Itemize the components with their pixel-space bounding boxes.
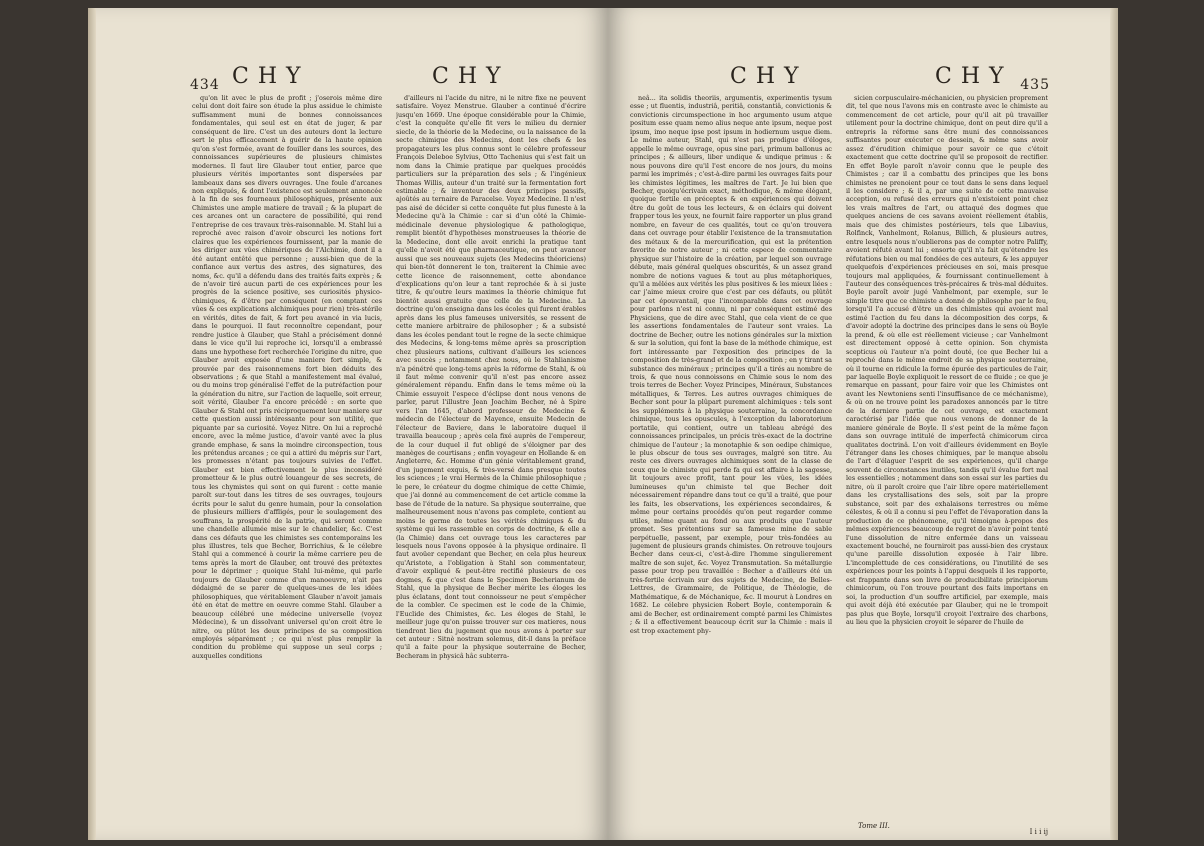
left-head-word-2: C H Y — [432, 64, 502, 89]
signature-mark: I i i ij — [1029, 828, 1048, 836]
right-page-edge — [1110, 8, 1118, 840]
left-column-2 — [396, 94, 586, 822]
left-columns — [192, 94, 586, 822]
volume-label: Tome III. — [858, 822, 890, 830]
left-column-2-text: d'ailleurs ni l'acide du nitre, ni le nitre fixe ne peuvent satisfaire. Voyez Menstrue. Glauber a continué d'écrire jusqu'en 1669. Une époque considérable pour la Chimie, c'est la conquête qu'elle fit vers le milieu du dernier siecle, de la théorie de la Medecine, ou la naissance de la secte chimique des Medecins, dont les chefs & les propagateurs les plus connus sont le célebre professeur François Deleboe Sylvius, Otto Tachenius qui s'est fait un nom dans la Chimie pratique par quelques procédés particuliers sur la préparation des sels ; & l'ingénieux Thomas Willis, auteur d'un traité sur la fermentation fort estimable ; & inventeur des deux principes passifs, ajoûtés au ternaire de Paracelse. Voyez Medecine. Il n'est pas aisé de décider si cette conquête fut plus funeste à la Medecine qu'à la Chimie : car si d'un côté la Chimie-médicinale devenue physiologique & pathologique, remplit bientôt d'hypothèses monstrueuses la théorie de la Medecine, dont elle avoit enrichi la pratique tant qu'elle n'avoit été que pharmaceutique, on peut avancer aussi que ses nouveaux sujets (les Medecins théoriciens) qui bien-tôt donnerent le ton, traiterent la Chimie avec cette licence de raisonnement, cette abondance d'explications qu'on leur a tant reprochée & à si juste titre, & qu'outre leurs maximes la théorie chimique fut bientôt aussi gratuite que celle de la Medecine. La doctrine qu'on enseigna dans les écoles qui furent érables après dans les plus fameuses universités, se ressent de cette maniere arbitraire de philosopher ; & a subsisté dans les écoles pendant tout le regne de la secte chimique des Medecins, & long-tems même après sa proscription chez plusieurs nations, cultivant d'ailleurs les sciences avec succès ; notamment chez nous, où le Stahlianisme n'a pénétré que long-tems après la réforme de Stahl, & où il faut même convenir qu'il n'est pas encore assez généralement répandu. Enfin dans le tems même où la Chimie essuyoit l'espece d'éclipse dont nous venons de parler, parut l'illustre Jean Joachim Becher, né à Spire vers l'an 1645, d'abord professeur de Medecine & médecin de l'électeur de Mayence, ensuite Medecin de l'électeur de Baviere, dans le laboratoire duquel il travailla beaucoup ; après cela fixé auprès de l'empereur, de la cour duquel il fut obligé de s'éloigner par des manèges de courtisans ; enfin voyageur en Hollande & en Angleterre, &c. Homme d'un génie véritablement grand, d'un jugement exquis, & très-versé dans presque toutes les sciences ; le vrai Hermès de la Chimie philosophique ; le pere, le créateur du dogme chimique de cette Chimie, que j'ai donné au commencement de cet article comme la base de l'étude de la nature. Sa physique souterraine, que malheureusement nous n'avons pas complete, contient au moins le germe de toutes les vérités chimiques & du système qui les rassemble en corps de doctrine, & elle a (la Chimie) dans cet ouvrage tous les caracteres par lesquels nous l'avons opposée à la physique ordinaire. Il faut avoüer cependant que Becher, en cela plus heureux qu'Aristote, a l'obligation à Stahl son commentateur, d'avoir expliqué & peut-être rectifié plusieurs de ces dogmes, & que c'est dans le Specimen Becherianum de Stahl, que la physique de Becher mérite les éloges les plus éclatans, dont tout connoisseur ne peut s'empêcher de la combler. Ce specimen est le code de la Chimie, l'Euclide des Chimistes, &c. Les éloges de Stahl, le meilleur juge qu'on puisse trouver sur ces matieres, nous tiendront lieu du jugement que nous avons à porter sur cet auteur : Sitnè nostram solemus, dit-il dans la préface qu'il a faite pour la physique souterraine de Becher, Becheram in physicâ hâc subterra- — [396, 94, 586, 660]
right-page-number: 435 — [1020, 77, 1050, 93]
right-column-2-text: sicien corpusculaire-méchanicien, ou physicien proprement dit, tel que nous l'avons mis en contraste avec le chimiste au commencement de cet article, pour qu'il ait pû travailler utilement pour la doctrine chimique, dont on peut dire qu'il a entrepris la réforme sans être muni des connoissances suffisantes pour exécuter ce dessein, & même sans avoir assez d'érudition chimique pour savoir ce que c'étoit exactement que cette doctrine qu'il se proposoit de rectifier. En effet Boyle paroît n'avoir connu que le peuple des Chimistes ; car il a combattu des principes que les bons chimistes ne prenoient pour ce tout dans le sens dans lequel il les considere ; & il a, par une suite de cette mauvaise acception, ou refusé des erreurs qui n'existoient point chez les vrais maîtres de l'art, ou attaqué des dogmes que quelques anciens de ces savans avoient réellement établis, mais que des chimistes postérieurs, tels que Libavius, Rolfinck, Vanhelmont, Rolanus, Billich, & plusieurs autres, entre lesquels nous n'oublierons pas de compter notre Paliffy, avoient réfuté avant lui ; ensorte qu'il n'a fait qu'étendre les réfutations bien ou mal fondées de ces auteurs, & les appuyer quelquefois d'expériences précieuses en soi, mais presque toujours mal appliquées, & fournissant continuellement à l'auteur des conséquences très-précaires & très-mal déduites. Boyle paroît avoir jugé Vanhelmont, par exemple, sur le simple titre que ce chimiste a donné de philosophe par le feu, lorsqu'il l'a accusé d'être un des chimistes qui avoient mal estimé l'action du feu dans la décomposition des corps, & d'avoir adopté la doctrine des principes dans le sens où Boyle la prend, & où elle est réellement vicieuse ; car Vanhelmont est directement opposé à cette opinion. Son chymista scepticus où l'auteur n'a point douté, (ce que Becher lui a reproché dans le même endroit de sa physique souterraine, où il tourne en ridicule la forme épurée des particules de l'air, par laquelle Boyle expliquoit le ressort de ce fluide ; ce que je remarque en passant, pour faire voir que les Chimistes ont avant les Newtoniens senti l'insuffisance de ce méchanisme), & où on ne trouve point les paradoxes annoncés par le titre de la derniere partie de cet ouvrage, est exactement caractérisé par l'idée que nous venons de donner de la maniere générale de Boyle. Il s'est peint de la même façon dans son ouvrage intitulé de imperfectâ chimicorum circa qualitates doctrinâ. L'on voit d'ailleurs évidemment en Boyle l'étranger dans les choses chimiques, par le manque absolu de l'art d'élaguer l'esprit de ses expériences, qu'il charge souvent de circonstances inutiles, tandis qu'il évalue fort mal les essentielles ; notamment dans son essai sur les parties du nitre, où il paroît croire que l'air libre opere matériellement dans les crystallisations des sels, soit par la propre substance, soit par des exhalaisons terrestres ou même célestes, & où il a connu si peu l'effet de l'évaporation dans la production de ce phénomene, qu'il témoigne à-propos des mêmes expériences beaucoup de regret de n'avoir point tenté l'une dissolution de nitre enfermée dans un vaisseau exactement bouché, ne fourniroit pas aussi-bien des crystaux qu'une pareille dissolution exposée à l'air libre. L'incomplettude de ces considérations, ou l'inutilité de ses expériences pour les points à l'appui desquels il les rapporte, est frappante dans son livre de producibilitate principiorum chimicorum, où l'on trouve pourtant des faits importans en soi, la production d'un souffre artificiel, par exemple, mais qui avoit déjà été exécutée par Glauber, qui ne le trompoit pas plus que Boyle, lorsqu'il croyoit l'extraire des charbons, au lieu que la physicien croyoit le séparer de l'huile de — [846, 94, 1048, 627]
right-columns — [630, 94, 1048, 822]
left-column-1-text: qu'on lit avec le plus de profit ; j'oserois même dire celui dont doit faire son étude la plus assidue le chimiste suffisamment muni de bonnes connoissances fondamentales, qui seul est en état de juger, & par conséquent de lire. C'est un des auteurs dont la lecture sert le plus efficacement à guérir de la haute opinion qu'on s'est formée, avant de fouiller dans les sources, des connoissances supérieures de plusieurs chimistes modernes. Il faut lire Glauber tout entier, parce que plusieurs vérités importantes sont dispersées par lambeaux dans ses divers ouvrages. Une foule d'arcanes non expliqués, & dont l'existence est seulement annoncée à la fin de ses fourneaux philosophiques, présente aux Chimistes une ample matiere de travail ; & la plupart de ces arcanes ont un caractere de possibilité, qui rend l'entreprise de ces travaux très-raisonnable. M. Stahl lui a reproché avec raison d'avoir obscurci les notions fort claires que les expériences fournissent, par la manie de les diriger aux vûes chimériques de l'Alchimie, dont il a été autant entêté que personne ; aussi-bien que de la confiance aux vertus des astres, des signatures, des noms, &c. qu'il a défendu dans des traités faits exprès ; & de n'avoir tiré aucun parti de ces expériences pour les progrès de la science positive, ses curiosités physico-chimiques, & d'être par conséquent (en comptant ces vûes & ces explications alchimiques pour rien) très-stérile en vérités, dites de fait, & fort peu avancé in via lucis, dans le pourquoi. Il faut reconnoître cependant, pour rendre justice à Glauber, que Stahl a précisément donné dans le vice qu'il lui reproche ici, lorsqu'il a embrassé dans une hypothese fort recherchée l'origine du nitre, que Glauber avoit exposée d'une maniere fort simple, & prouvée par des raisonnemens fort bien déduits des observations ; & que Stahl a manifestement mal évalué, ou du moins trop généralisé l'effet de la putréfaction pour la génération du nitre, sur l'action de laquelle, soit erreur, soit vérité, Glauber l'a encore précédé : en sorte que Glauber & Stahl ont pris réciproquement leur maniere sur cette question aussi intéressante pour son utilité, que piquante par sa curiosité. Voyez Nitre. On lui a reproché encore, avec la même justice, d'avoir vanté avec la plus grande emphase, & sans la moindre circonspection, tous les prétendus arcanes ; ce qui a attiré du mépris sur l'art, les promesses n'étant pas toujours suivies de l'effet. Glauber est bien effectivement le plus inconsidéré prometteur & le plus outré louangeur de ses secrets, de tous les chymistes qui sont on qui furent : cette manie paroît sur-tout dans les titres de ses ouvrages, toujours écrits pour le salut du genre humain, pour la consolation de plusieurs milliers d'affligés, pour le soulagement des souffrans, la prospérité de la patrie, qui seront comme une chandelle allumée mise sur le chandelier, &c. C'est dans ces défauts que les chimistes ses contemporains les plus illustres, tels que Becher, Borrichius, & le célebre Stahl qui a commencé à courir la même carriere peu de tems après la mort de Glauber, ont trouvé des prétextes pour le déprimer ; quoique Stahl lui-même, qui parle toujours de Glauber comme d'un manoeuvre, n'ait pas dédaigné de se parer de quelques-unes de les idées philosophiques, que véritablement Glauber n'avoit jamais été en état de mettre en oeuvre comme Stahl. Glauber a beaucoup célébré une médecine universelle (voyez Médecine), & un dissolvant universel qu'on croit être le nitre, ou plûtot les deux principes de sa composition employés séparément ; ce qui n'est plus remplir la condition du problème qui suppose un seul corps ; auxquelles conditions — [192, 94, 382, 660]
left-page — [88, 8, 608, 840]
right-page — [608, 8, 1118, 840]
right-column-2 — [846, 94, 1048, 822]
right-column-1 — [630, 94, 832, 822]
left-page-edge — [88, 8, 96, 840]
book-spread — [88, 8, 1118, 840]
left-head-word-1: C H Y — [232, 64, 302, 89]
right-running-head — [630, 60, 1048, 94]
left-running-head — [192, 60, 586, 94]
right-head-word-1: C H Y — [730, 64, 800, 89]
left-page-number: 434 — [190, 77, 220, 93]
right-head-word-2: C H Y — [935, 64, 1005, 89]
right-column-1-text: neâ... ita solidis theoriis, argumentis, experimentis tysum esse ; ut fluentis, industriâ, peritiâ, constantiâ, convictionis & convictionis circumspectione in hoc argumento usum atque positum esse quam nemo alius neque ante ipsum, neque post ipsum, imo neque ipse post ipsum in hodiernum usque diem. Le même auteur, Stahl, qui n'est pas prodigue d'éloges, appelle le même ouvrage, opus sine pari, primum ballonus ac principes ; & ailleurs, liber undique & undique primus : & nous pouvons dire qu'il l'est encore de nos jours, du moins parmi les imprimés ; c'est-à-dire parmi les ouvrages faits pour les chimistes légitimes, les maîtres de l'art. Je lui bien que Becher, quoiqu'écrivain exact, méthodique, & même élégant, quoique fertile en préceptes & en expériences qui doivent être du goût de tous les lecteurs, & en éclairs qui doivent frapper tous les yeux, ne fournit faire rapporter un plus grand nombre, en faveur de ces qualités, tout ce qu'on trouvera dans cet ouvrage pour établir l'existence de la transmutation des métaux & de la mercurification, qui est la prétention favorite de notre auteur ; ni cette espece de commentaire physique sur l'histoire de la création, par lequel son ouvrage débute, mais général quelques obscurités, & un assez grand nombre de notions vagues & tout au plus métaphoriques, qu'il a mêlées aux vérités les plus positives & les mieux liées : car j'aime mieux croire que c'est par ces défauts, ou plûtôt par cet épouvantail, que l'incomparable dans cet ouvrage pour parlons n'est ni connu, ni par conséquent estimé des Physiciens, que de dire avec Stahl, que cela vient de ce que les assertions fondamentales de l'auteur sont vraies. La doctrine de Becher, outre les notions générales sur la mixtion & sur la solution, qui font la base de la méthode chimique, est fort intéressante par l'exposition des principes de la composition de très-grand et de la composition ; en y tirant sa substance des minéraux ; principes qu'il a tirés au nombre de trois, & que nous connoissons en Chimie sous le nom des trois terres de Becher. Voyez Principes, Minéraux, Substances métalliques, & Terres. Les autres ouvrages chimiques de Becher sont pour la plûpart purement alchimiques : tels sont les suppléments à la physique souterraine, la concordance chimique, tous les opuscules, à l'exception du laboratorium portatile, qui contient, outre un tableau abrégé des connoissances principales, un précis très-exact de la doctrine chimique de l'auteur ; la monotaphie & son oedipe chimique, le plus obscur de tous ses ouvrages, malgré son titre. Au reste ces divers ouvrages alchimiques sont de la classe de ceux que le chimiste qui perde fa qui est affaire à la sagesse, lit toujours avec profit, tant pour les vûes, les idées lumineuses qu'un chimiste tel que Becher doit nécessairement répandre dans tout ce qu'il a traité, que pour les faits, les observations, les expériences secondaires, & même pour certains procédés qu'on peut regarder comme utiles, même quant au fond ou aux produits que l'auteur promet. Ses prétentions sur sa fameuse mine de sable perpétuelle, passent, par exemple, pour très-fondées au jugement de plusieurs grands chimistes. On retrouve toujours Becher dans ceux-ci, c'est-à-dire l'homme singulierement maître de son sujet, &c. Voyez Transmutation. Sa métallurgie passe pour trop peu travaillée : Becher a d'ailleurs été un très-fertile écrivain sur des sujets de Medecine, de Belles-Lettres, de Grammaire, de Politique, de Théologie, de Mathématique, & de Méchanique, &c. Il mourut à Londres en 1682. Le célebre physicien Robert Boyle, contemporain & ami de Becher, est ordinairement compté parmi les Chimistes ; & il a effectivement beaucoup écrit sur la Chimie : mais il est trop exactement phy- — [630, 94, 832, 635]
left-column-1 — [192, 94, 382, 822]
